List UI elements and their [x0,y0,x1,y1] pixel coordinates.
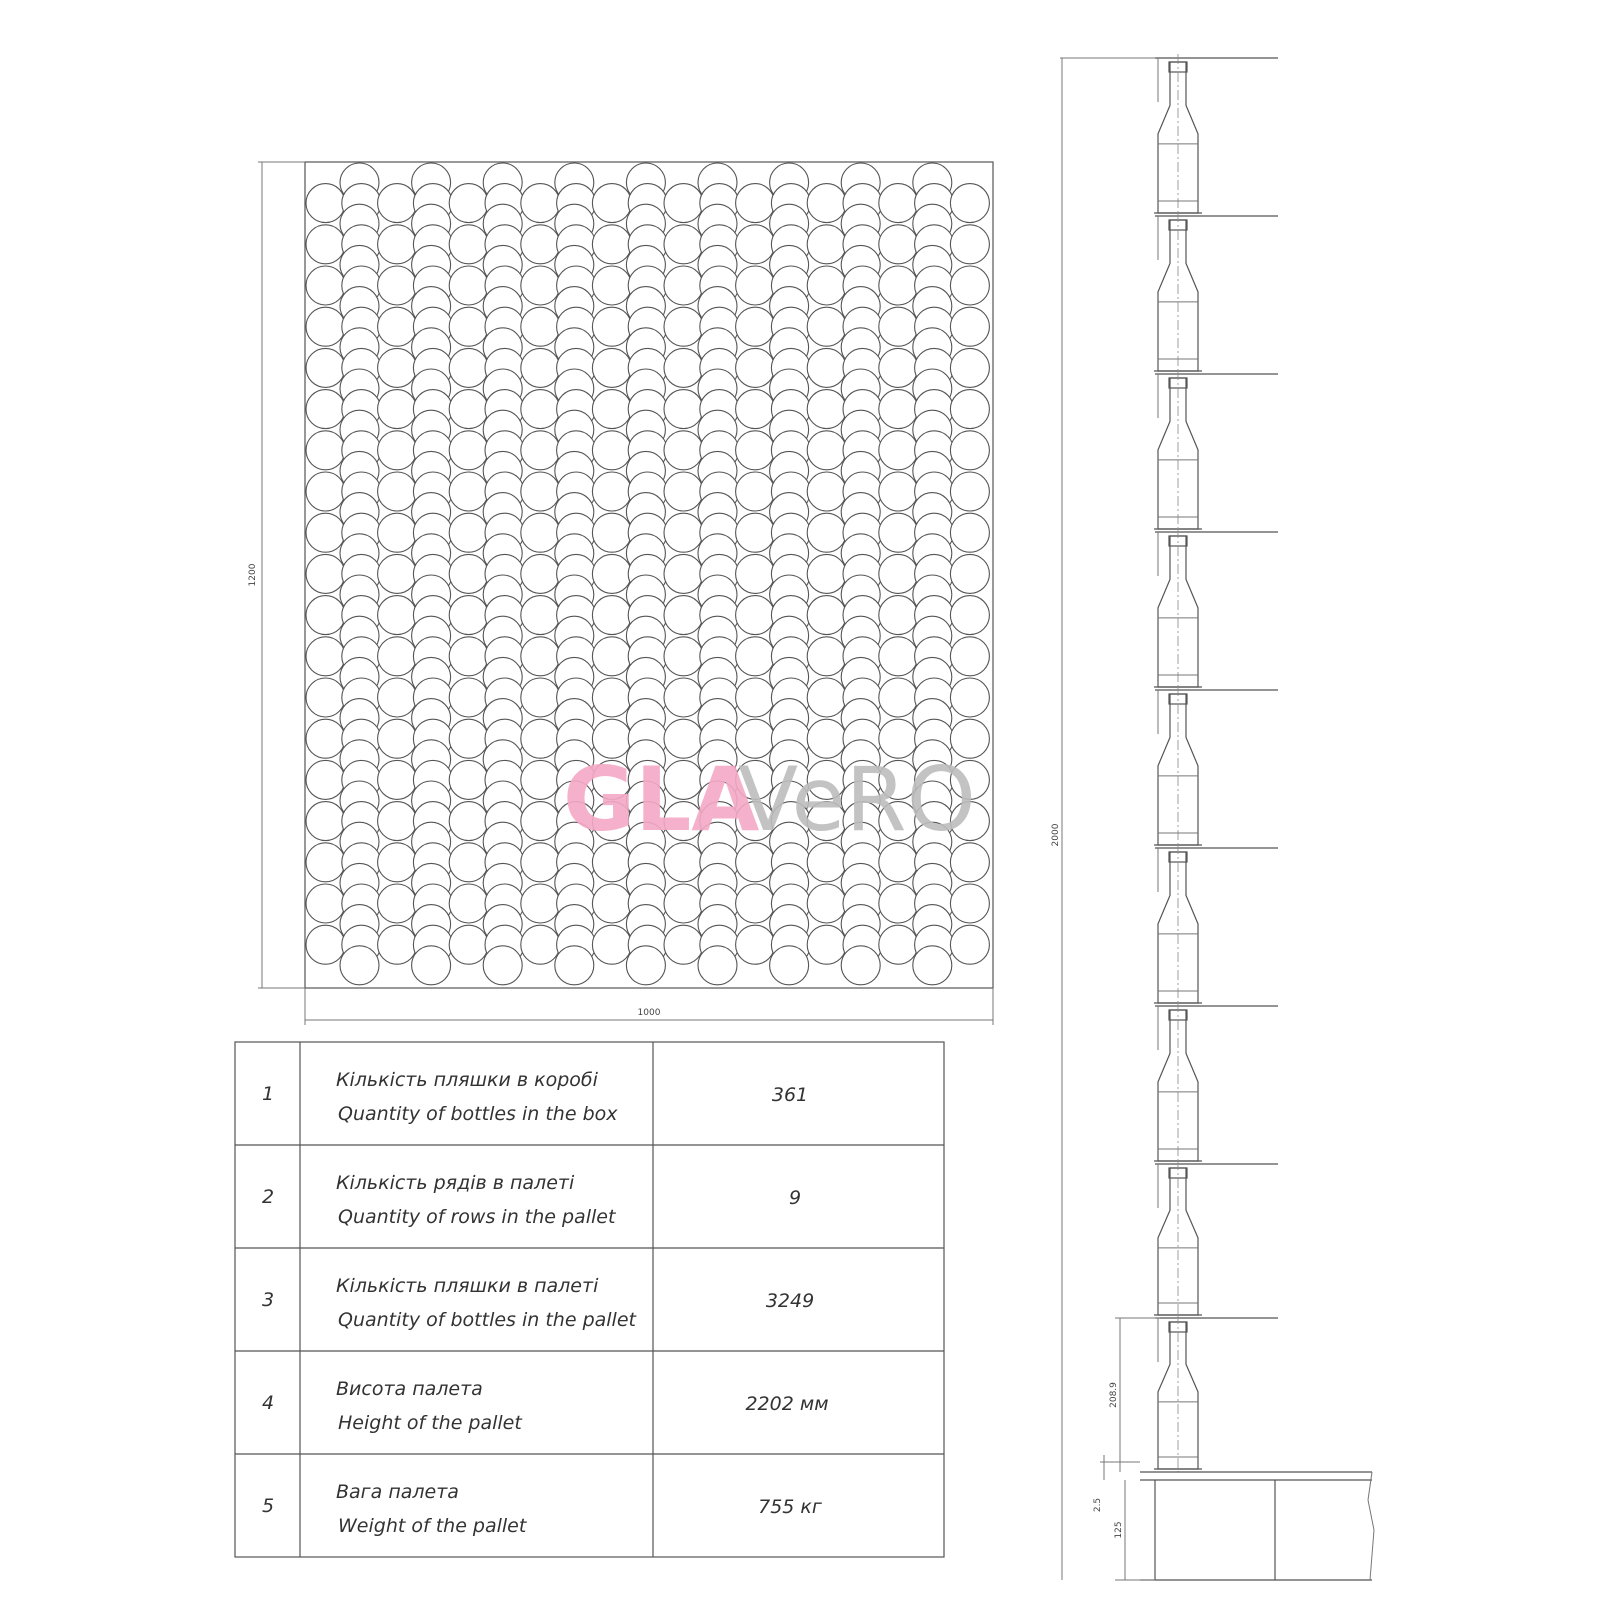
bottle-circle [736,678,775,717]
bottle-circle [340,946,379,985]
bottle-circle [879,472,918,511]
bottle-circle [449,348,488,387]
table-row-1-label-ua: Кількість пляшки в коробі [336,1069,598,1091]
bottle-circle [807,390,846,429]
bottle-circle [950,307,989,346]
bottle-circle [913,946,952,985]
bottle-circle [592,348,631,387]
bottle-circle [592,472,631,511]
bottle-circle [521,843,560,882]
bottle-circle [664,513,703,552]
bottle-circle [664,925,703,964]
bottle-circle [807,225,846,264]
bottle-circle [592,225,631,264]
bottle-circle [378,637,417,676]
bottle-circle [592,637,631,676]
bottle-circle [736,184,775,223]
bottle-circle [378,802,417,841]
bottle-circle [306,390,345,429]
table-row-2-label-en: Quantity of rows in the pallet [338,1206,616,1228]
table-row-3-value: 3249 [765,1290,815,1312]
bottle-circle [555,946,594,985]
bottle-circle [664,348,703,387]
bottle-circle [521,596,560,635]
bottle-circle [306,307,345,346]
bottle-circle [378,431,417,470]
bottle-circle [449,390,488,429]
bottle-circle [521,348,560,387]
bottle-circle [521,884,560,923]
table-row-1-label-en: Quantity of bottles in the box [338,1103,618,1125]
bottle-circle [378,884,417,923]
table-row-1-number: 1 [261,1083,275,1105]
bottle-circle [770,946,809,985]
width-dimension-label: 1000 [637,1008,661,1018]
bottle-circle [521,719,560,758]
bottle-circle [449,925,488,964]
bottle-circle [664,431,703,470]
bottle-circle [879,513,918,552]
gap-dimension-label: 2.5 [1093,1497,1103,1513]
bottle-circle [807,884,846,923]
bottle-circle [950,390,989,429]
bottle-circle [449,431,488,470]
bottle-circle [807,266,846,305]
bottle-circle [592,513,631,552]
bottle-circle [664,637,703,676]
bottle-circle [306,760,345,799]
bottle-circle [449,554,488,593]
bottle-circle [807,472,846,511]
bottle-circle [950,513,989,552]
bottle-grid [306,163,989,985]
bottle-circle [449,307,488,346]
bottle-circle [521,925,560,964]
bottle-circle [521,637,560,676]
bottle-circle [378,348,417,387]
bottle-circle [521,431,560,470]
bottle-circle [449,513,488,552]
bottle-circle [412,946,451,985]
table-row-1-value: 361 [771,1084,809,1106]
bottle-circle [378,184,417,223]
bottle-circle [378,678,417,717]
bottle-circle [807,637,846,676]
bottle-circle [664,554,703,593]
side-view [1051,54,1374,1580]
bottle-circle [950,431,989,470]
table-row-5-value: 755 кг [758,1496,822,1518]
bottle-circle [807,348,846,387]
table-row-2-number: 2 [261,1186,275,1208]
bottle-circle [592,554,631,593]
bottle-circle [378,472,417,511]
bottle-circle [378,307,417,346]
pallet-base [1140,1472,1374,1580]
table-row-3-label-en: Quantity of bottles in the pallet [338,1309,636,1331]
bottle-circle [664,596,703,635]
bottle-silhouette [1158,378,1198,529]
bottle-circle [736,637,775,676]
bottle-circle [664,472,703,511]
table-row-2-label-ua: Кількість рядів в палеті [336,1172,575,1194]
table-row-3-number: 3 [261,1289,275,1311]
bottle-circle [736,513,775,552]
bottle-circle [879,884,918,923]
bottle-circle [736,431,775,470]
bottle-circle [449,184,488,223]
bottle-circle [521,307,560,346]
bottle-circle [306,637,345,676]
bottle-circle [306,225,345,264]
bottle-circle [378,596,417,635]
bottle-circle [664,225,703,264]
bottle-circle [521,266,560,305]
table-row-4-value: 2202 мм [745,1393,829,1415]
bottle-circle [736,596,775,635]
bottle-circle [736,925,775,964]
bottle-silhouette [1158,536,1198,687]
bottle-circle [306,678,345,717]
table-row-5-label-en: Weight of the pallet [338,1515,527,1537]
bottle-circle [736,266,775,305]
bottle-circle [378,225,417,264]
bottle-circle [950,472,989,511]
bottle-circle [378,513,417,552]
bottle-circle [306,554,345,593]
bottle-circle [879,348,918,387]
bottle-circle [521,184,560,223]
bottle-circle [449,884,488,923]
bottle-circle [664,678,703,717]
bottle-circle [592,184,631,223]
table-row-4-number: 4 [261,1392,275,1414]
bottle-circle [879,390,918,429]
glavero-watermark [563,748,976,851]
bottle-circle [449,637,488,676]
base-height-dimension-label: 125 [1114,1521,1124,1539]
table-row-5-number: 5 [261,1495,275,1517]
bottle-circle [626,946,665,985]
bottle-circle [592,266,631,305]
bottle-circle [950,678,989,717]
bottle-circle [378,843,417,882]
bottle-circle [698,946,737,985]
watermark-vero: VeRO [738,748,976,851]
bottle-circle [736,390,775,429]
bottle-circle [736,472,775,511]
bottle-circle [306,596,345,635]
bottle-circle [306,925,345,964]
bottle-circle [306,472,345,511]
table-row-2-value: 9 [788,1187,802,1209]
bottle-circle [664,390,703,429]
bottle-circle [879,596,918,635]
bottle-silhouette [1158,694,1198,845]
bottle-circle [807,431,846,470]
bottle-circle [521,554,560,593]
bottle-circle [521,472,560,511]
bottle-circle [306,802,345,841]
bottle-circle [306,266,345,305]
bottle-circle [449,225,488,264]
bottle-circle [879,184,918,223]
bottle-circle [950,266,989,305]
bottle-circle [950,348,989,387]
bottle-circle [306,184,345,223]
bottle-layers [1154,54,1278,1472]
bottle-circle [592,596,631,635]
bottle-circle [950,596,989,635]
bottle-circle [807,678,846,717]
bottle-circle [950,637,989,676]
bottle-circle [879,554,918,593]
table-row-4-label-en: Height of the pallet [338,1412,522,1434]
bottle-circle [807,925,846,964]
bottle-circle [449,266,488,305]
bottle-circle [521,678,560,717]
bottle-circle [592,390,631,429]
bottle-circle [950,554,989,593]
bottle-silhouette [1158,852,1198,1003]
bottle-circle [664,266,703,305]
bottle-circle [378,554,417,593]
bottle-circle [736,884,775,923]
bottle-circle [449,843,488,882]
bottle-silhouette [1158,62,1198,213]
spec-table [235,1042,944,1557]
bottle-circle [664,307,703,346]
bottle-circle [736,554,775,593]
bottle-circle [950,225,989,264]
top-view [248,162,993,1025]
bottle-circle [378,266,417,305]
bottle-circle [879,431,918,470]
bottle-circle [950,884,989,923]
bottle-circle [592,884,631,923]
bottle-circle [807,596,846,635]
bottle-circle [664,884,703,923]
bottle-circle [879,925,918,964]
bottle-circle [378,390,417,429]
bottle-circle [879,637,918,676]
bottle-silhouette [1158,220,1198,371]
bottle-circle [306,513,345,552]
table-row-5-label-ua: Вага палета [336,1481,459,1503]
bottle-circle [807,513,846,552]
bottle-circle [306,843,345,882]
bottle-circle [736,307,775,346]
bottle-circle [378,925,417,964]
bottle-circle [879,225,918,264]
bottle-circle [306,884,345,923]
bottle-circle [449,472,488,511]
bottle-circle [521,225,560,264]
bottle-circle [807,184,846,223]
bottle-circle [483,946,522,985]
bottle-circle [378,719,417,758]
bottle-circle [449,760,488,799]
bottle-circle [306,431,345,470]
bottle-circle [378,760,417,799]
table-row-4-label-ua: Висота палета [336,1378,483,1400]
bottle-circle [306,348,345,387]
bottle-circle [306,719,345,758]
bottle-circle [664,184,703,223]
bottle-circle [592,678,631,717]
layer-height-dimension-label: 208.9 [1109,1382,1119,1408]
bottle-circle [521,513,560,552]
watermark-gla: GLA [563,748,760,851]
bottle-circle [592,925,631,964]
bottle-circle [736,225,775,264]
bottle-circle [449,719,488,758]
table-row-3-label-ua: Кількість пляшки в палеті [336,1275,599,1297]
bottle-circle [521,760,560,799]
bottle-circle [950,184,989,223]
bottle-circle [950,925,989,964]
bottle-circle [879,678,918,717]
bottle-circle [879,307,918,346]
bottle-circle [521,390,560,429]
bottle-circle [521,802,560,841]
height-dimension-label: 1200 [248,563,258,587]
bottle-circle [449,802,488,841]
bottle-circle [592,431,631,470]
bottle-silhouette [1158,1010,1198,1161]
bottle-circle [807,307,846,346]
bottle-circle [592,307,631,346]
bottle-circle [736,348,775,387]
bottle-circle [807,554,846,593]
bottle-circle [449,678,488,717]
bottle-circle [449,596,488,635]
bottle-circle [879,266,918,305]
bottle-circle [841,946,880,985]
total-height-dimension-label: 2000 [1051,823,1061,847]
